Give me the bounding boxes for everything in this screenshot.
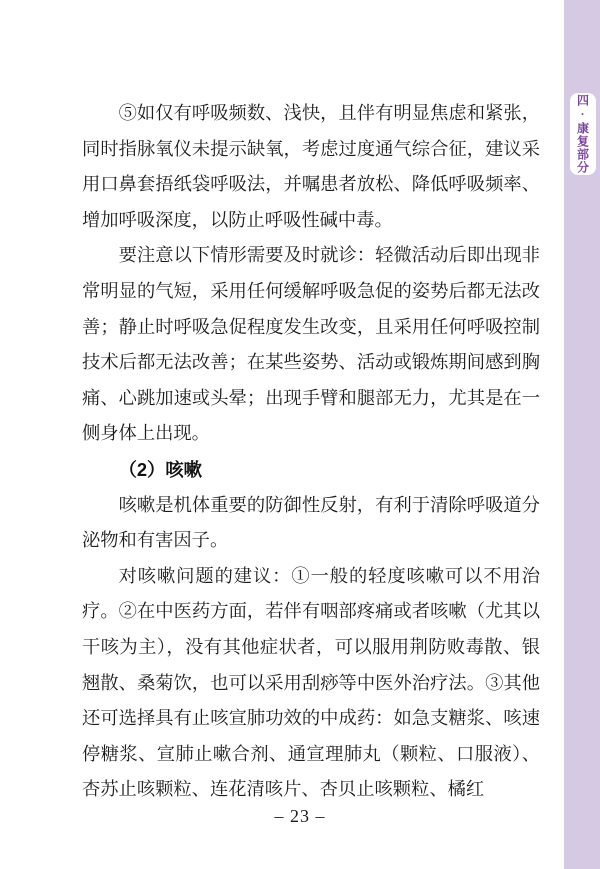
chapter-tab xyxy=(570,93,596,175)
paragraph-cough-definition: 咳嗽是机体重要的防御性反射，有利于清除呼吸道分泌物和有害因子。 xyxy=(82,494,540,551)
page-number: – 23 – xyxy=(274,806,326,826)
chapter-edge-strip xyxy=(564,0,600,869)
page-body-text xyxy=(82,96,540,808)
section-heading-cough: （2）咳嗽 xyxy=(118,458,202,480)
chapter-tab-label: 四·康复部分 xyxy=(575,94,590,174)
paragraph-breathing-advice: ⑤如仅有呼吸频数、浅快，且伴有明显焦虑和紧张，同时指脉氧仪未提示缺氧，考虑过度通气综合征，建议采用口鼻套捂纸袋呼吸法，并嘱患者放松、降低呼吸频率、增加呼吸深度，以防止呼吸性碱中毒。 xyxy=(82,103,540,230)
paragraph-cough-advice: 对咳嗽问题的建议：①一般的轻度咳嗽可以不用治疗。②在中医药方面，若伴有咽部疼痛或者咳嗽（尤其以干咳为主），没有其他症状者，可以服用荆防败毒散、银翘散、桑菊饮，也可以采用刮痧等中医外治疗法。③其他还可选择具有止咳宣肺功效的中成药：如急支糖浆、咳速停糖浆、宣肺止嗽合剂、通宣理肺丸（颗粒、口服液）、杏苏止咳颗粒、连花清咳片、杏贝止咳颗粒、橘红 xyxy=(82,565,540,800)
paragraph-seek-care-warning: 要注意以下情形需要及时就诊：轻微活动后即出现非常明显的气短，采用任何缓解呼吸急促的姿势后都无法改善；静止时呼吸急促程度发生改变，且采用任何呼吸控制技术后都无法改善；在某些姿势、活动或锻炼期间感到胸痛、心跳加速或头晕；出现手臂和腿部无力，尤其是在一侧身体上出现。 xyxy=(82,245,540,444)
